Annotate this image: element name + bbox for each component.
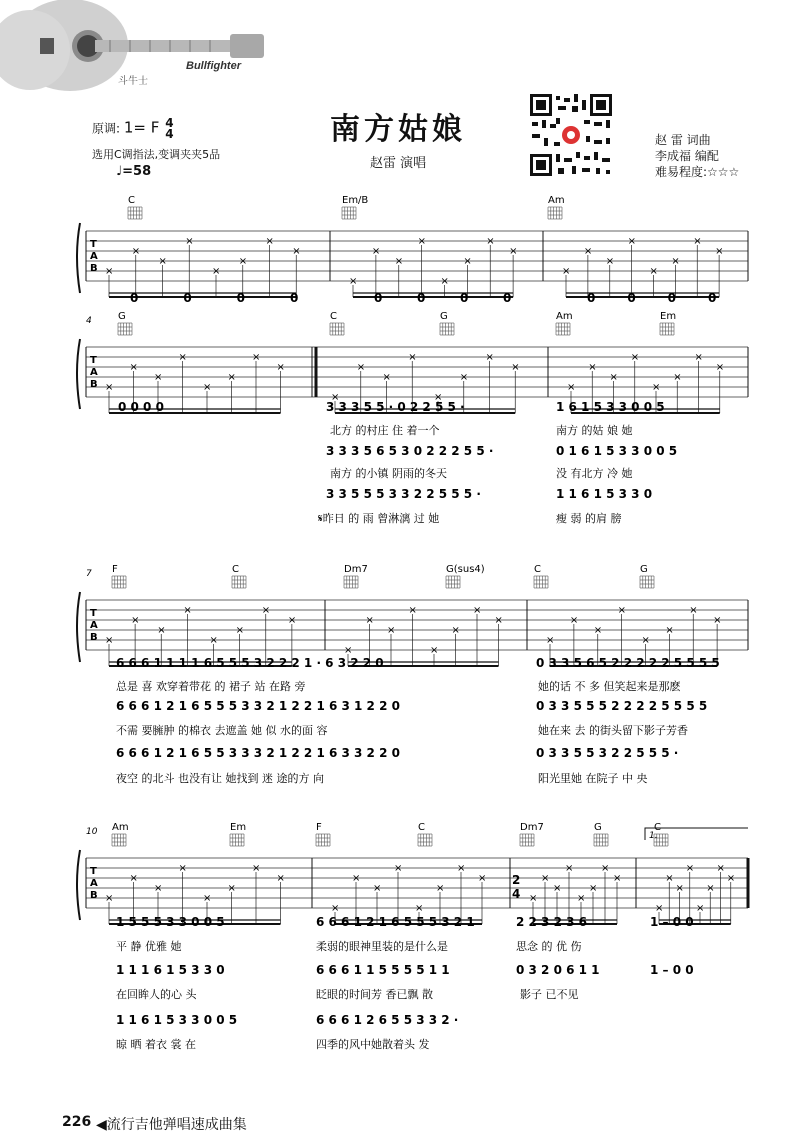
tempo-value: =58 (122, 164, 152, 179)
chord-name: Em (230, 822, 247, 833)
tab-note-mark: × (451, 625, 460, 636)
tab-note-mark: × (408, 352, 417, 363)
jianpu-rest: 0 (503, 291, 512, 305)
tab-clef-letter: T (90, 866, 97, 877)
tab-note-mark: × (417, 236, 427, 247)
time-sig-top: 4 (165, 116, 174, 130)
jianpu-notes: 3 3 5 5 5 3 3 2 2 5 5 5 · (326, 487, 481, 501)
tab-note-mark: × (436, 883, 445, 894)
tab-note-mark: × (178, 352, 187, 363)
tab-note-mark: × (430, 645, 439, 656)
jianpu-notes: 0 3 3 5 5 5 2 2 2 2 5 5 5 5 (536, 699, 708, 713)
tab-note-mark: × (209, 635, 218, 646)
tab-note-mark: × (509, 246, 518, 257)
jianpu-notes: 6 6 6 1 2 1 6 5 5 3 3 3 2 1 2 2 1 6 3 3 2 2 0 (116, 746, 400, 760)
tab-note-mark: × (227, 883, 236, 894)
tab-clef-letter: B (90, 379, 98, 390)
jianpu-notes: 1 – 0 0 (650, 915, 694, 929)
tab-note-mark: × (344, 645, 353, 656)
song-title: 南方姑娘 (330, 112, 466, 147)
tab-note-mark: × (212, 266, 221, 277)
brand-logo-text: Bullfighter (186, 60, 241, 72)
credit-composer: 赵 雷 词曲 (655, 133, 711, 147)
tab-note-mark: × (463, 256, 472, 267)
jianpu-notes: 1 1 1 6 1 5 3 3 0 (116, 963, 225, 977)
score-system-2 (77, 311, 748, 525)
tab-note-mark: × (235, 625, 245, 636)
lyrics-line: 南方 的姑 娘 她 (556, 424, 633, 437)
tab-note-mark: × (387, 625, 396, 636)
jianpu-rest: 0 (667, 291, 677, 305)
tab-note-mark: × (671, 256, 680, 267)
tab-note-mark: × (331, 392, 340, 403)
tab-note-mark: × (131, 615, 140, 626)
measure-number: 7 (86, 569, 92, 579)
tab-note-mark: × (567, 382, 576, 393)
jianpu-notes: 0 0 0 0 (118, 400, 164, 414)
lyrics-line: 她在来 去 的街头留下影子芳香 (538, 724, 688, 737)
tab-note-mark: × (605, 256, 615, 267)
jianpu-notes: 1 5 5 5 3 3 0 0 5 (116, 915, 225, 929)
lyrics-line: 总是 喜 欢穿着带花 的 裙子 站 在路 旁 (116, 680, 306, 693)
tab-note-mark: × (178, 863, 187, 874)
jianpu-notes: 1 – 0 0 (650, 963, 694, 977)
tab-note-mark: × (434, 392, 443, 403)
chord-diagram-icon (660, 323, 674, 335)
chord-diagram-icon (520, 834, 534, 846)
jianpu-notes: 0 3 3 5 5 3 2 2 5 5 5 · (536, 746, 679, 760)
chord-name: Em/B (342, 195, 369, 206)
lyrics-line: 她的话 不 多 但笑起来是那麽 (538, 680, 681, 693)
lyrics-line: 南方 的小镇 阴雨的冬天 (330, 467, 447, 480)
chord-diagram-icon (232, 576, 246, 588)
lyrics-line: 晾 晒 着衣 裳 在 (116, 1038, 196, 1051)
credit-difficulty: 难易程度:☆☆☆ (655, 165, 740, 179)
jianpu-notes: 1 6 1 5 3 3 0 0 5 (556, 400, 665, 414)
lyrics-line: 平 静 优雅 她 (116, 940, 182, 953)
tab-note-mark: × (352, 873, 361, 884)
tab-note-mark: × (593, 625, 603, 636)
lyrics-line: 柔弱的眼神里装的是什么是 (316, 940, 448, 953)
tab-note-mark: × (609, 372, 618, 383)
tab-note-mark: × (473, 605, 482, 616)
tab-note-mark: × (478, 873, 487, 884)
tab-note-mark: × (105, 382, 114, 393)
tab-note-mark: × (588, 362, 597, 373)
jianpu-notes: 3 3 3 5 6 5 3 0 2 2 2 5 5 · (326, 444, 494, 458)
chord-name: Dm7 (344, 564, 368, 575)
tab-note-mark: × (553, 883, 562, 894)
tab-note-mark: × (627, 236, 637, 247)
tab-clef-letter: A (90, 367, 98, 378)
chord-name: C (654, 822, 661, 833)
tab-note-mark: × (485, 352, 494, 363)
tab-note-mark: × (649, 266, 658, 277)
tab-note-mark: × (227, 372, 236, 383)
tab-note-mark: × (617, 605, 627, 616)
tab-note-mark: × (185, 236, 194, 247)
chord-name: C (534, 564, 541, 575)
lyrics-line: 瘦 弱 的肩 膀 (556, 512, 622, 525)
tab-note-mark: × (685, 863, 695, 874)
chord-name: Am (112, 822, 129, 833)
jianpu-notes: 1 1 6 1 5 3 3 0 (556, 487, 653, 501)
jianpu-notes: 3 3 3 5 5 · 0 2 2 5 5 · (326, 400, 465, 414)
chord-diagram-icon (594, 834, 608, 846)
chord-name: Em (660, 311, 677, 322)
tab-clef-letter: A (90, 620, 98, 631)
tab-note-mark: × (382, 372, 391, 383)
brand-cn: 斗牛士 (118, 76, 148, 87)
chord-diagram-icon (316, 834, 330, 846)
tab-note-mark: × (203, 893, 212, 904)
chord-name: G (440, 311, 448, 322)
lyrics-line: 四季的风中她散着头 发 (316, 1038, 430, 1051)
tab-note-mark: × (373, 883, 382, 894)
chord-name: G(sus4) (446, 564, 485, 575)
system-brace (77, 592, 80, 662)
tab-note-mark: × (331, 903, 340, 914)
score-system-1 (77, 195, 748, 305)
tab-note-mark: × (252, 352, 261, 363)
tab-note-mark: × (529, 893, 538, 904)
lyrics-line: 不需 要臃肿 的棉衣 去遮盖 她 似 水的面 容 (116, 724, 328, 737)
score-system-3 (77, 564, 748, 785)
tab-note-mark: × (276, 362, 285, 373)
jianpu-rest: 0 (183, 291, 192, 305)
lyrics-line: 北方 的村庄 住 着一个 (330, 424, 440, 437)
tab-note-mark: × (652, 382, 661, 393)
tab-note-mark: × (365, 615, 374, 626)
chord-name: G (640, 564, 648, 575)
chord-name: F (316, 822, 322, 833)
chord-name: C (330, 311, 337, 322)
jianpu-notes: 0 3 2 0 6 1 1 (516, 963, 600, 977)
tab-note-mark: × (713, 615, 722, 626)
tab-note-mark: × (589, 883, 598, 894)
capo-note: 选用C调指法,变调夹夹5品 (92, 148, 221, 161)
tab-note-mark: × (715, 362, 725, 373)
tab-note-mark: × (261, 605, 271, 616)
tab-note-mark: × (154, 883, 163, 894)
credit-arranger: 李成福 编配 (655, 149, 719, 163)
chord-diagram-icon (230, 834, 244, 846)
system-brace (77, 339, 80, 409)
tab-note-mark: × (105, 266, 114, 277)
quarter-note-icon: ♩ (116, 164, 123, 179)
chord-name: Am (556, 311, 573, 322)
time-sig-bottom: 4 (165, 127, 174, 141)
lyrics-line: 阳光里她 在院子 中 央 (538, 772, 648, 785)
lyrics-line: 在回眸人的心 头 (116, 988, 197, 1001)
chord-name: F (112, 564, 118, 575)
lyrics-line: 没 有北方 冷 她 (556, 467, 633, 480)
tab-note-mark: × (457, 863, 466, 874)
tab-note-mark: × (541, 873, 550, 884)
lyrics-line: 思念 的 优 伤 (516, 940, 582, 953)
system-brace (77, 850, 80, 920)
tab-clef-letter: A (90, 251, 98, 262)
book-title: ◀流行吉他弹唱速成曲集 (96, 1117, 247, 1133)
jianpu-rest: 0 (417, 291, 426, 305)
chord-diagram-icon (556, 323, 570, 335)
tab-note-mark: × (459, 372, 469, 383)
tab-note-mark: × (583, 246, 593, 257)
score-system-4 (77, 822, 748, 1051)
chord-diagram-icon (534, 576, 548, 588)
tab-note-mark: × (183, 605, 192, 616)
jianpu-notes: 6 6 6 1 2 1 6 5 5 5 3 3 2 1 2 2 1 6 3 1 2 2 0 (116, 699, 400, 713)
jianpu-rest: 0 (460, 291, 469, 305)
tab-note-mark: × (356, 362, 366, 373)
tab-note-mark: × (715, 246, 724, 257)
tab-note-mark: × (511, 362, 520, 373)
tab-note-mark: × (613, 873, 622, 884)
singer-label: 赵雷 演唱 (370, 156, 427, 171)
tab-note-mark: × (601, 863, 610, 874)
tab-note-mark: × (157, 625, 166, 636)
tab-note-mark: × (577, 893, 586, 904)
chord-diagram-icon (548, 207, 562, 219)
volta-label: 1. (649, 831, 658, 841)
chord-name: C (128, 195, 135, 206)
key-label: 原调: (92, 121, 121, 136)
tab-note-mark: × (131, 246, 141, 257)
tab-note-mark: × (105, 635, 114, 646)
tab-note-mark: × (546, 635, 555, 646)
tab-note-mark: × (287, 615, 297, 626)
jianpu-rest: 0 (290, 291, 299, 305)
chord-name: G (594, 822, 602, 833)
lyrics-line: 𝄋昨日 的 雨 曾淋漓 过 她 (318, 512, 440, 525)
tab-note-mark: × (371, 246, 381, 257)
tab-note-mark: × (562, 266, 571, 277)
chord-diagram-icon (112, 576, 126, 588)
chord-diagram-icon (342, 207, 356, 219)
tab-note-mark: × (665, 625, 674, 636)
jianpu-rest: 0 (627, 291, 636, 305)
lyrics-line: 影子 已不见 (520, 988, 579, 1001)
jianpu-notes: 0 3 3 5 6 5 2 2 2 2 2 5 5 5 5 (536, 656, 720, 670)
tab-note-mark: × (665, 873, 674, 884)
jianpu-rest: 0 (236, 291, 246, 305)
tab-note-mark: × (716, 863, 725, 874)
tab-note-mark: × (265, 236, 274, 247)
tab-note-mark: × (675, 883, 684, 894)
tab-clef-letter: T (90, 239, 97, 250)
jianpu-rest: 0 (130, 291, 139, 305)
tab-note-mark: × (252, 863, 261, 874)
system-brace (77, 223, 80, 293)
tab-note-mark: × (394, 863, 403, 874)
chord-name: Dm7 (520, 822, 544, 833)
tab-clef-letter: A (90, 878, 98, 889)
chord-diagram-icon (640, 576, 654, 588)
chord-name: G (118, 311, 126, 322)
tab-clef-letter: B (90, 632, 98, 643)
tab-note-mark: × (630, 352, 640, 363)
jianpu-rest: 0 (587, 291, 596, 305)
page-number: 226 (62, 1114, 92, 1130)
tab-note-mark: × (693, 236, 702, 247)
jianpu-rest: 0 (374, 291, 383, 305)
tab-note-mark: × (440, 276, 449, 287)
jianpu-notes: 2 2 3 2 3 6 (516, 915, 587, 929)
chord-diagram-icon (440, 323, 454, 335)
tab-clef-letter: B (90, 890, 98, 901)
tab-note-mark: × (408, 605, 417, 616)
tab-note-mark: × (726, 873, 736, 884)
tab-note-mark: × (415, 903, 424, 914)
chord-diagram-icon (128, 207, 142, 219)
tab-note-mark: × (655, 903, 664, 914)
tab-note-mark: × (292, 246, 301, 257)
tab-note-mark: × (105, 893, 114, 904)
jianpu-notes: 6 6 6 1 2 1 6 5 5 5 3 2 1 (316, 915, 475, 929)
tab-note-mark: × (706, 883, 715, 894)
jianpu-rest: 0 (708, 291, 717, 305)
time-sig-change-top: 2 (512, 873, 521, 887)
chord-name: C (232, 564, 239, 575)
tab-note-mark: × (129, 873, 138, 884)
tab-note-mark: × (569, 615, 579, 626)
chord-diagram-icon (112, 834, 126, 846)
lyrics-line: 夜空 的北斗 也没有让 她找到 迷 途的方 向 (116, 772, 324, 785)
tab-note-mark: × (689, 605, 698, 616)
chord-diagram-icon (418, 834, 432, 846)
chord-name: C (418, 822, 425, 833)
tab-note-mark: × (238, 256, 248, 267)
tab-note-mark: × (694, 352, 703, 363)
tab-note-mark: × (494, 615, 503, 626)
tab-note-mark: × (696, 903, 705, 914)
tab-note-mark: × (673, 372, 682, 383)
tab-note-mark: × (154, 372, 163, 383)
jianpu-notes: 1 1 6 1 5 3 3 0 0 5 (116, 1013, 238, 1027)
measure-number: 4 (86, 316, 92, 326)
chord-diagram-icon (118, 323, 132, 335)
tab-note-mark: × (565, 863, 574, 874)
jianpu-notes: 6 6 6 1 2 6 5 5 3 3 2 · (316, 1013, 459, 1027)
measure-number: 10 (86, 827, 98, 837)
tab-clef-letter: B (90, 263, 98, 274)
tab-note-mark: × (486, 236, 495, 247)
chord-name: Am (548, 195, 565, 206)
jianpu-notes: 6 6 6 1 1 5 5 5 5 1 1 (316, 963, 450, 977)
jianpu-notes: 6 6 6 1 1 1 1 6 5 5 5 3 2 2 2 1 · 6 3 2 2 0 (116, 656, 384, 670)
time-sig-change-bottom: 4 (512, 887, 521, 901)
tab-note-mark: × (349, 276, 358, 287)
chord-diagram-icon (344, 576, 358, 588)
lyrics-line: 眨眼的时间芳 香已飘 散 (316, 988, 433, 1001)
jianpu-notes: 0 1 6 1 5 3 3 0 0 5 (556, 444, 678, 458)
tab-note-mark: × (158, 256, 167, 267)
tab-note-mark: × (641, 635, 650, 646)
key-value: 1= F (123, 118, 160, 137)
tab-note-mark: × (203, 382, 212, 393)
tab-note-mark: × (394, 256, 404, 267)
chord-diagram-icon (330, 323, 344, 335)
tab-note-mark: × (276, 873, 285, 884)
chord-diagram-icon (446, 576, 460, 588)
tab-clef-letter: T (90, 608, 97, 619)
tab-clef-letter: T (90, 355, 97, 366)
tab-note-mark: × (129, 362, 138, 373)
